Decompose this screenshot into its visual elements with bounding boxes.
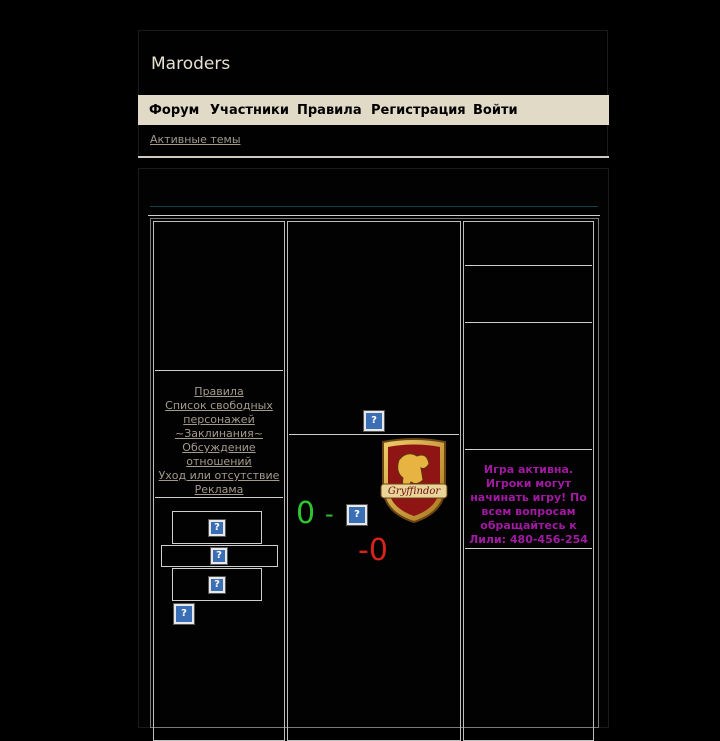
score-right: -0 — [358, 533, 388, 568]
link-relations[interactable]: Обсуждение — [182, 441, 256, 454]
link-spells[interactable]: ~Заклинания~ — [175, 427, 263, 440]
game-status-notice — [465, 463, 592, 547]
broken-image-icon[interactable]: ? — [364, 411, 384, 431]
crest-label: Gryffindor — [387, 486, 441, 497]
link-advertising[interactable]: Реклама — [194, 483, 244, 496]
nav-register[interactable]: Регистрация — [371, 103, 466, 118]
status-line: всем вопросам — [481, 505, 576, 518]
nav-members[interactable]: Участники — [210, 103, 289, 118]
broken-image-icon[interactable]: ? — [209, 577, 225, 593]
broken-image-icon[interactable]: ? — [174, 604, 194, 624]
score-left: 0 — [296, 496, 316, 531]
main-navigation — [138, 95, 609, 125]
status-line: начинать игру! По — [470, 491, 587, 504]
nav-rules[interactable]: Правила — [297, 103, 362, 118]
status-line: Лили: 480-456-254 — [469, 533, 588, 546]
link-free-characters[interactable]: Список свободных — [165, 399, 273, 412]
teal-divider — [150, 206, 598, 207]
gryffindor-crest-icon — [377, 436, 451, 524]
nav-forum[interactable]: Форум — [149, 103, 200, 118]
score-dash: - — [325, 500, 334, 528]
right-separator — [465, 449, 592, 450]
left-separator — [155, 497, 283, 498]
link-rules[interactable]: Правила — [194, 385, 244, 398]
status-line: обращайтесь к — [480, 519, 577, 532]
broken-image-icon[interactable]: ? — [347, 505, 367, 525]
active-topics-link[interactable]: Активные темы — [150, 133, 241, 146]
content-divider — [148, 215, 600, 216]
broken-image-icon[interactable]: ? — [211, 548, 227, 564]
left-separator — [155, 370, 283, 371]
link-absence[interactable]: Уход или отсутствие — [158, 469, 280, 482]
broken-image-icon[interactable]: ? — [209, 520, 225, 536]
header-divider — [138, 156, 609, 158]
right-separator — [465, 322, 592, 323]
right-separator — [465, 548, 592, 549]
link-relations[interactable]: отношений — [186, 455, 252, 468]
status-line: Игроки могут — [485, 477, 572, 490]
link-free-characters[interactable]: персонажей — [183, 413, 255, 426]
nav-login[interactable]: Войти — [473, 103, 518, 118]
status-line: Игра активна. — [483, 463, 574, 476]
right-separator — [465, 265, 592, 266]
site-title[interactable]: Maroders — [151, 54, 231, 74]
middle-separator — [289, 434, 459, 435]
